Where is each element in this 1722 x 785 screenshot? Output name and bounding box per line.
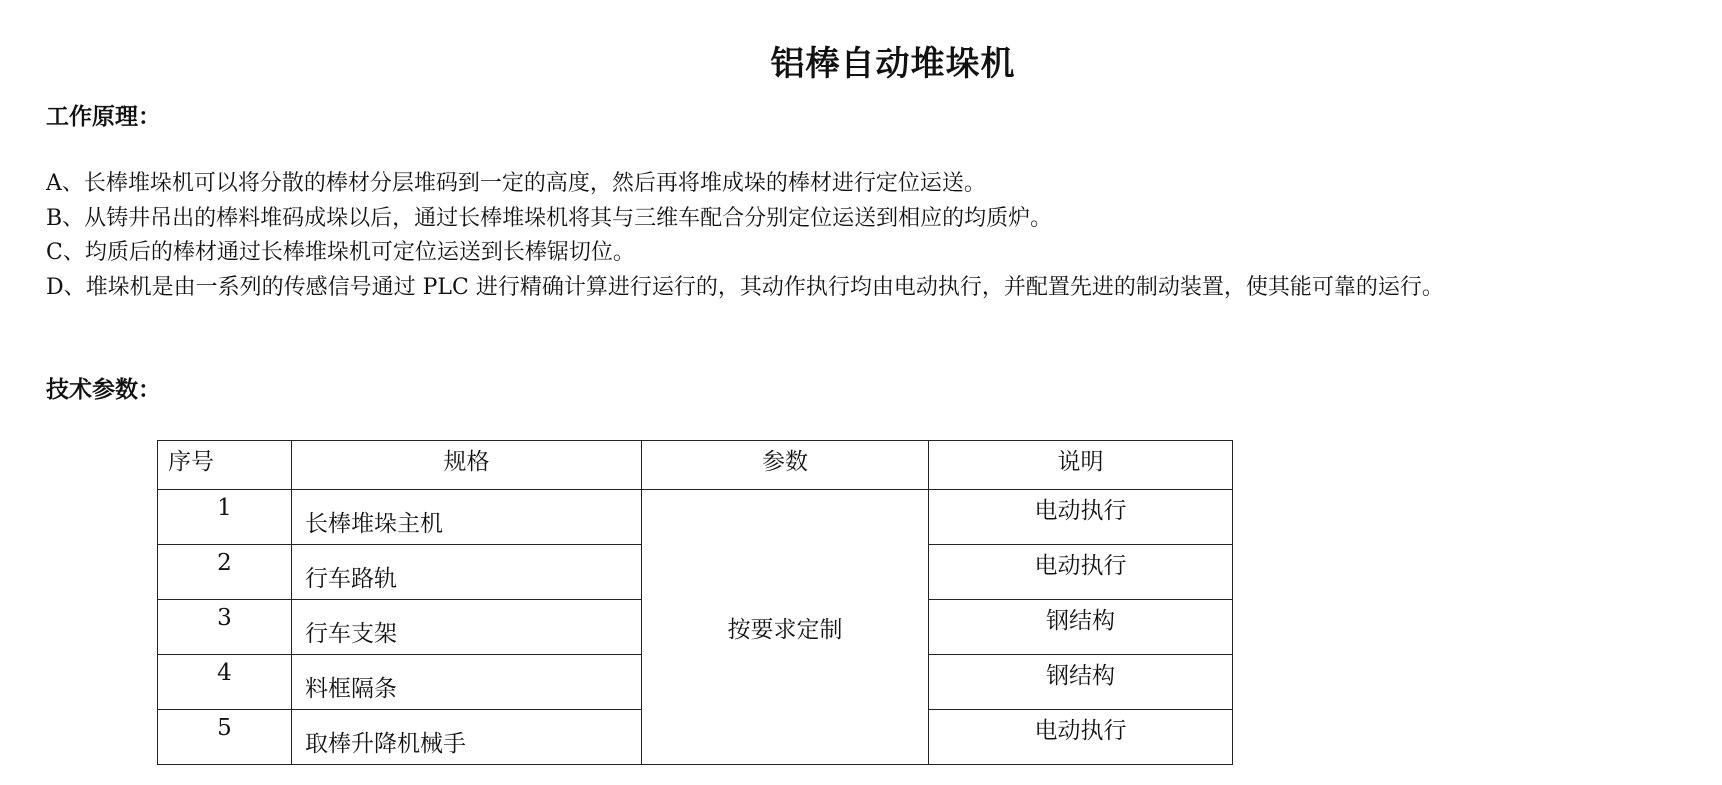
row-spec: 长棒堆垛主机 xyxy=(292,490,642,545)
row-note: 钢结构 xyxy=(929,655,1233,710)
working-principle-list xyxy=(46,167,1444,305)
technical-parameters-heading: 技术参数： xyxy=(46,377,161,403)
row-index: 1 xyxy=(158,490,292,545)
row-index: 5 xyxy=(158,710,292,765)
row-note: 电动执行 xyxy=(929,545,1233,600)
row-index: 2 xyxy=(158,545,292,600)
header-param: 参数 xyxy=(642,441,929,490)
row-note: 电动执行 xyxy=(929,490,1233,545)
row-index: 3 xyxy=(158,600,292,655)
working-principle-heading: 工作原理： xyxy=(46,104,161,130)
principle-item-d: D、堆垛机是由一系列的传感信号通过 PLC 进行精确计算进行运行的，其动作执行均由电动执行，并配置先进的制动装置，使其能可靠的运行。 xyxy=(46,274,1444,300)
header-note: 说明 xyxy=(929,441,1233,490)
row-note: 钢结构 xyxy=(929,600,1233,655)
row-spec: 行车支架 xyxy=(292,600,642,655)
document-title: 铝棒自动堆垛机 xyxy=(770,44,1016,84)
row-index: 4 xyxy=(158,655,292,710)
header-spec: 规格 xyxy=(292,441,642,490)
principle-item-c: C、均质后的棒材通过长棒堆垛机可定位运送到长棒锯切位。 xyxy=(46,240,635,265)
row-spec: 行车路轨 xyxy=(292,545,642,600)
row-note: 电动执行 xyxy=(929,710,1233,765)
row-spec: 料框隔条 xyxy=(292,655,642,710)
table-row xyxy=(158,490,1233,545)
principle-item-b: B、从铸井吊出的棒料堆码成垛以后，通过长棒堆垛机将其与三维车配合分别定位运送到相应的均质炉。 xyxy=(46,205,1053,231)
principle-item-a: A、长棒堆垛机可以将分散的棒材分层堆码到一定的高度，然后再将堆成垛的棒材进行定位运送。 xyxy=(46,171,986,196)
merged-param-cell: 按要求定制 xyxy=(642,490,929,765)
technical-parameters-table xyxy=(157,440,1233,765)
table-header-row xyxy=(158,441,1233,490)
header-index: 序号 xyxy=(158,441,292,490)
row-spec: 取棒升降机械手 xyxy=(292,710,642,765)
